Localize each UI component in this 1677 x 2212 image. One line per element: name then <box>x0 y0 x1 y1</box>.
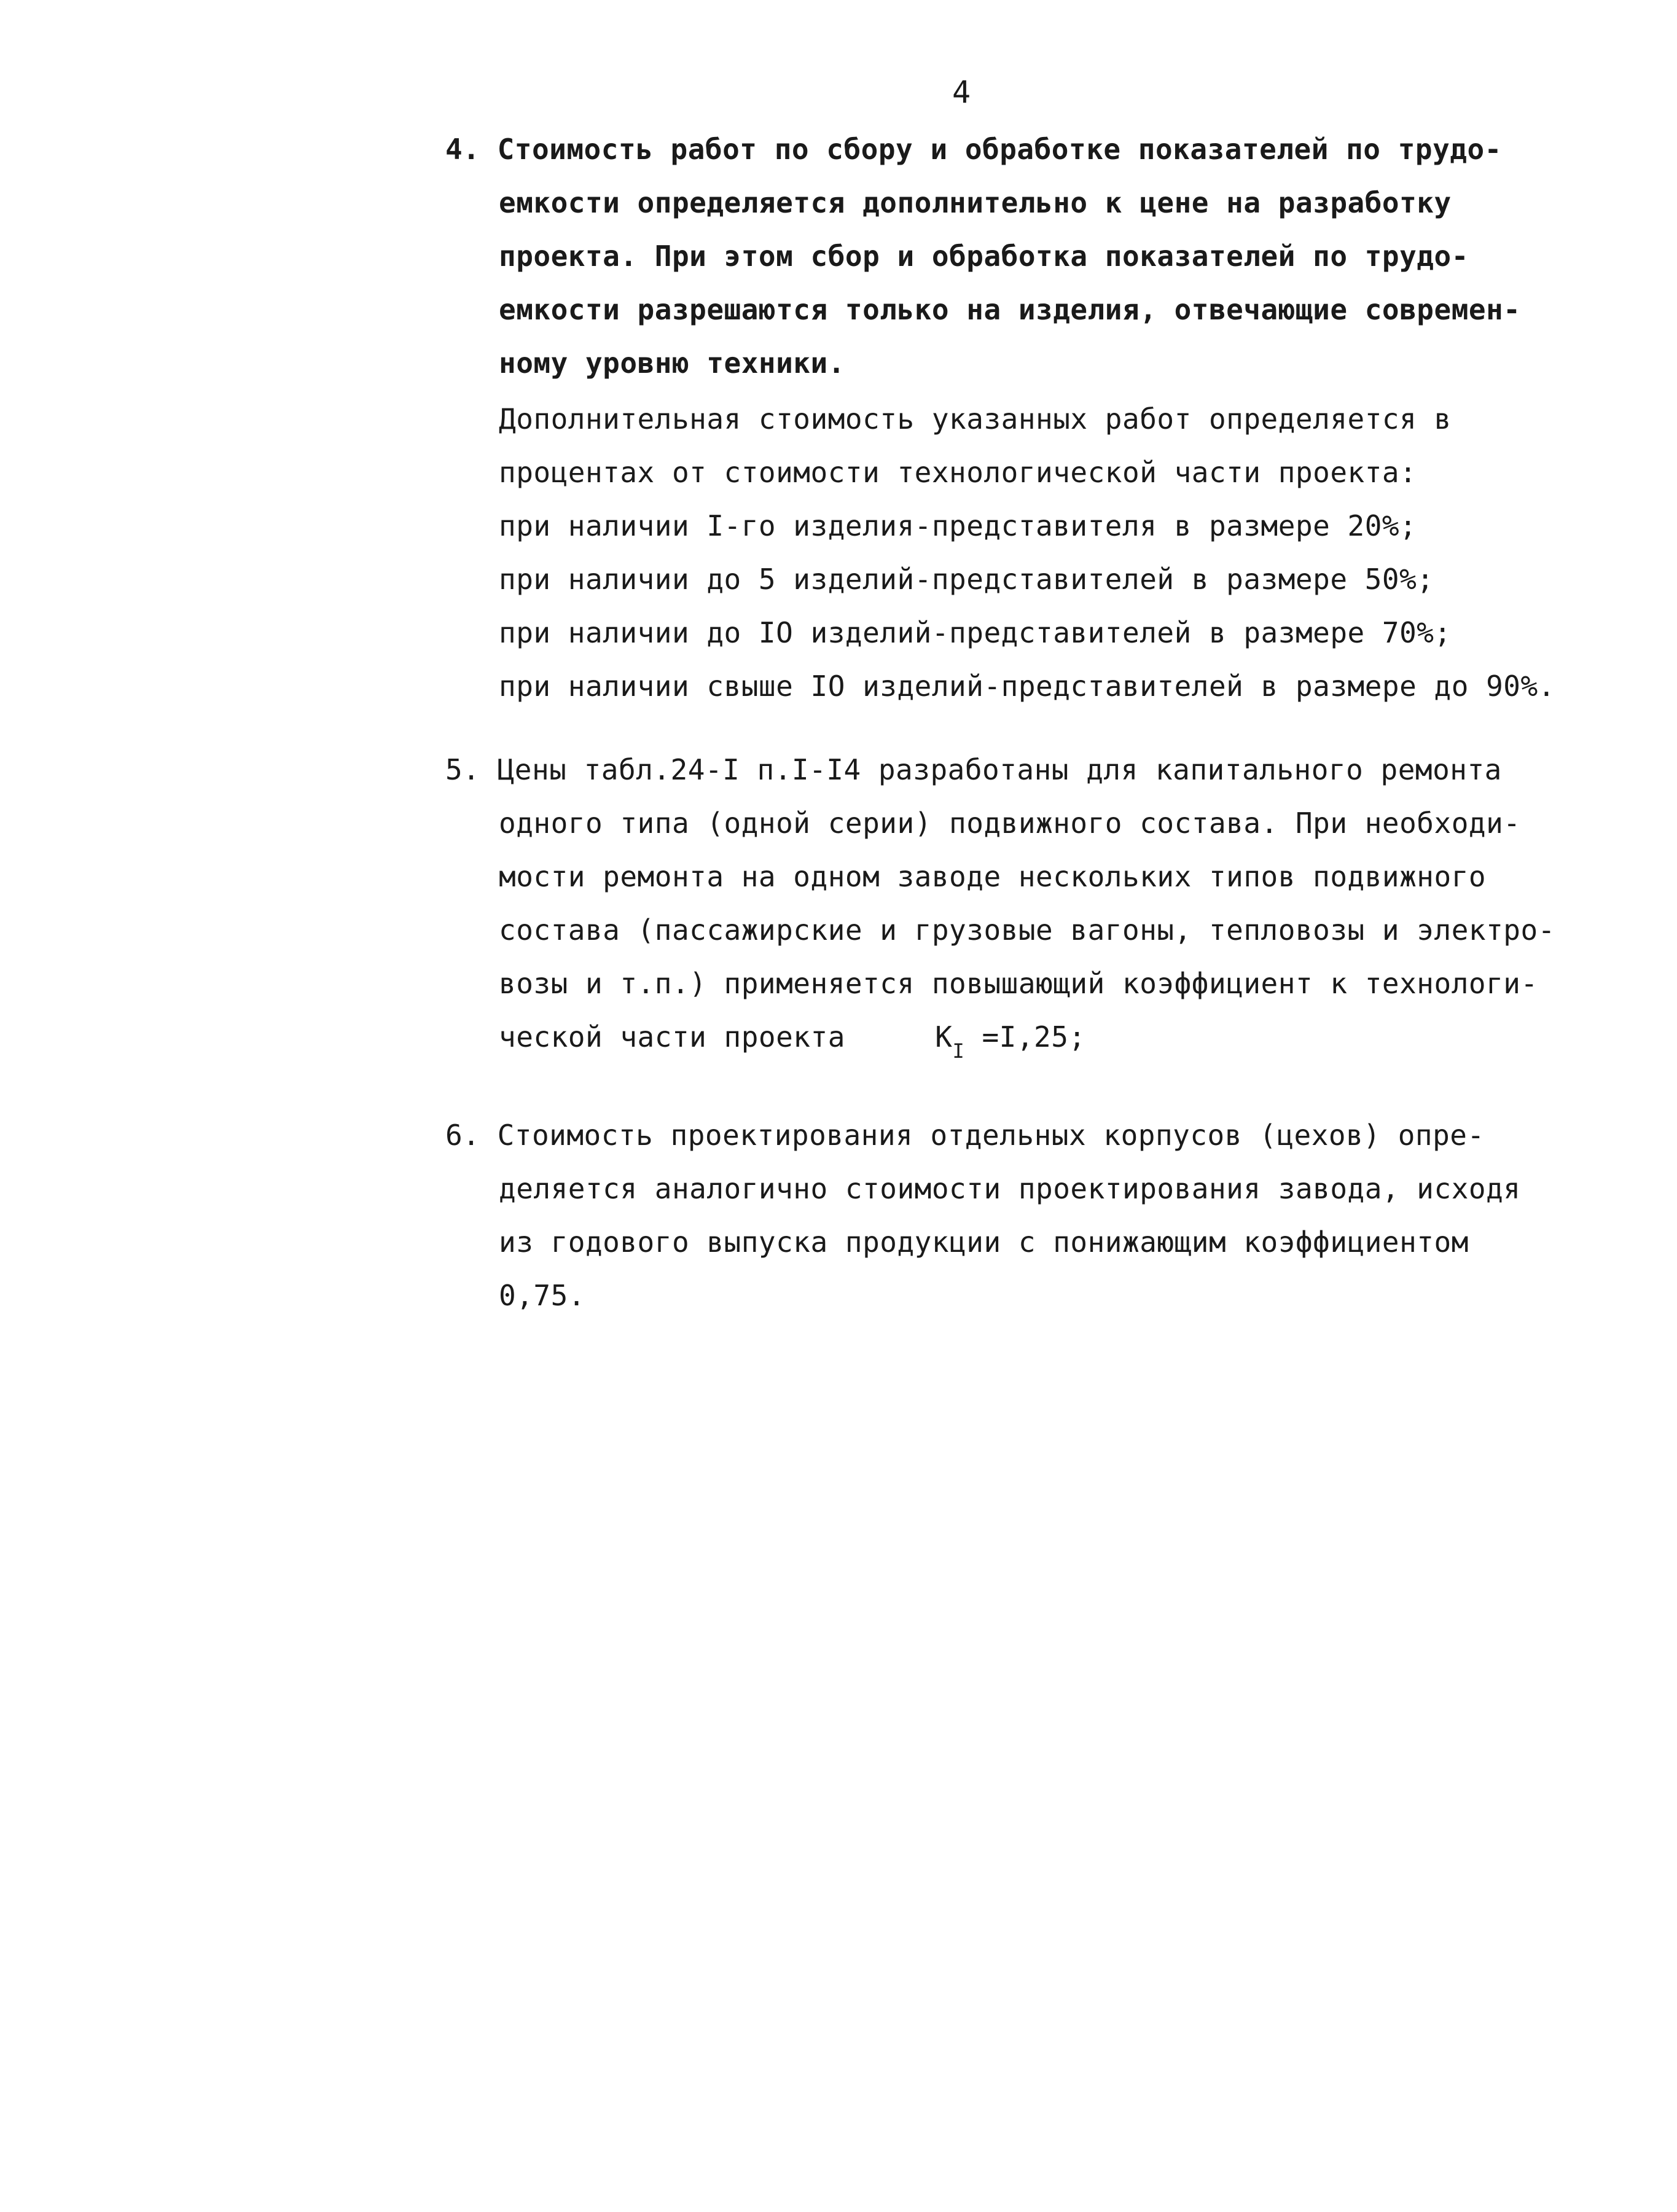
item5-line-2: одного типа (одной серии) подвижного состава. При необходи- <box>499 807 1521 840</box>
item5-line-3: мости ремонта на одном заводе нескольких типов подвижного <box>499 860 1487 893</box>
item4-line-4: емкости разрешаются только на изделия, отвечающие современ- <box>499 293 1521 326</box>
item4-line-2: емкости определяется дополнительно к цене на разработку <box>499 186 1452 219</box>
coefficient-subscript: I <box>952 1039 965 1063</box>
item5-line-6 <box>499 1015 1086 1061</box>
item6-line-4: 0,75. <box>499 1279 585 1312</box>
item5-line-6-text: ческой части проекта <box>499 1020 845 1053</box>
item6-line-1: 6. Стоимость проектирования отдельных корпусов (цехов) опре- <box>445 1119 1485 1152</box>
item4-line-10: при наличии до IO изделий-представителей в размере 70%; <box>499 616 1452 649</box>
item4-line-5: ному уровню техники. <box>499 346 845 380</box>
item5-line-5: возы и т.п.) применяется повышающий коэффициент к технологи- <box>499 967 1538 1000</box>
item4-line-9: при наличии до 5 изделий-представителей в размере 50%; <box>499 563 1434 596</box>
item4-line-1: 4. Стоимость работ по сбору и обработке показателей по трудо- <box>445 133 1502 166</box>
item4-line-7: процентах от стоимости технологической части проекта: <box>499 456 1417 489</box>
item4-line-11: при наличии свыше IO изделий-представителей в размере до 90%. <box>499 670 1555 703</box>
item5-line-4: состава (пассажирские и грузовые вагоны, тепловозы и электро- <box>499 913 1555 947</box>
item6-line-2: деляется аналогично стоимости проектирования завода, исходя <box>499 1172 1521 1205</box>
item4-line-6: Дополнительная стоимость указанных работ определяется в <box>499 402 1452 436</box>
item5-line-1: 5. Цены табл.24-I п.I-I4 разработаны для капитального ремонта <box>445 753 1502 786</box>
coefficient-value: =I,25; <box>964 1020 1086 1053</box>
item6-line-3: из годового выпуска продукции с понижающим коэффициентом <box>499 1225 1469 1259</box>
page-number: 4 <box>952 74 971 110</box>
item4-line-3: проекта. При этом сбор и обработка показателей по трудо- <box>499 240 1469 273</box>
item4-line-8: при наличии I-го изделия-представителя в размере 20%; <box>499 509 1417 542</box>
coefficient-symbol: К <box>935 1020 953 1053</box>
